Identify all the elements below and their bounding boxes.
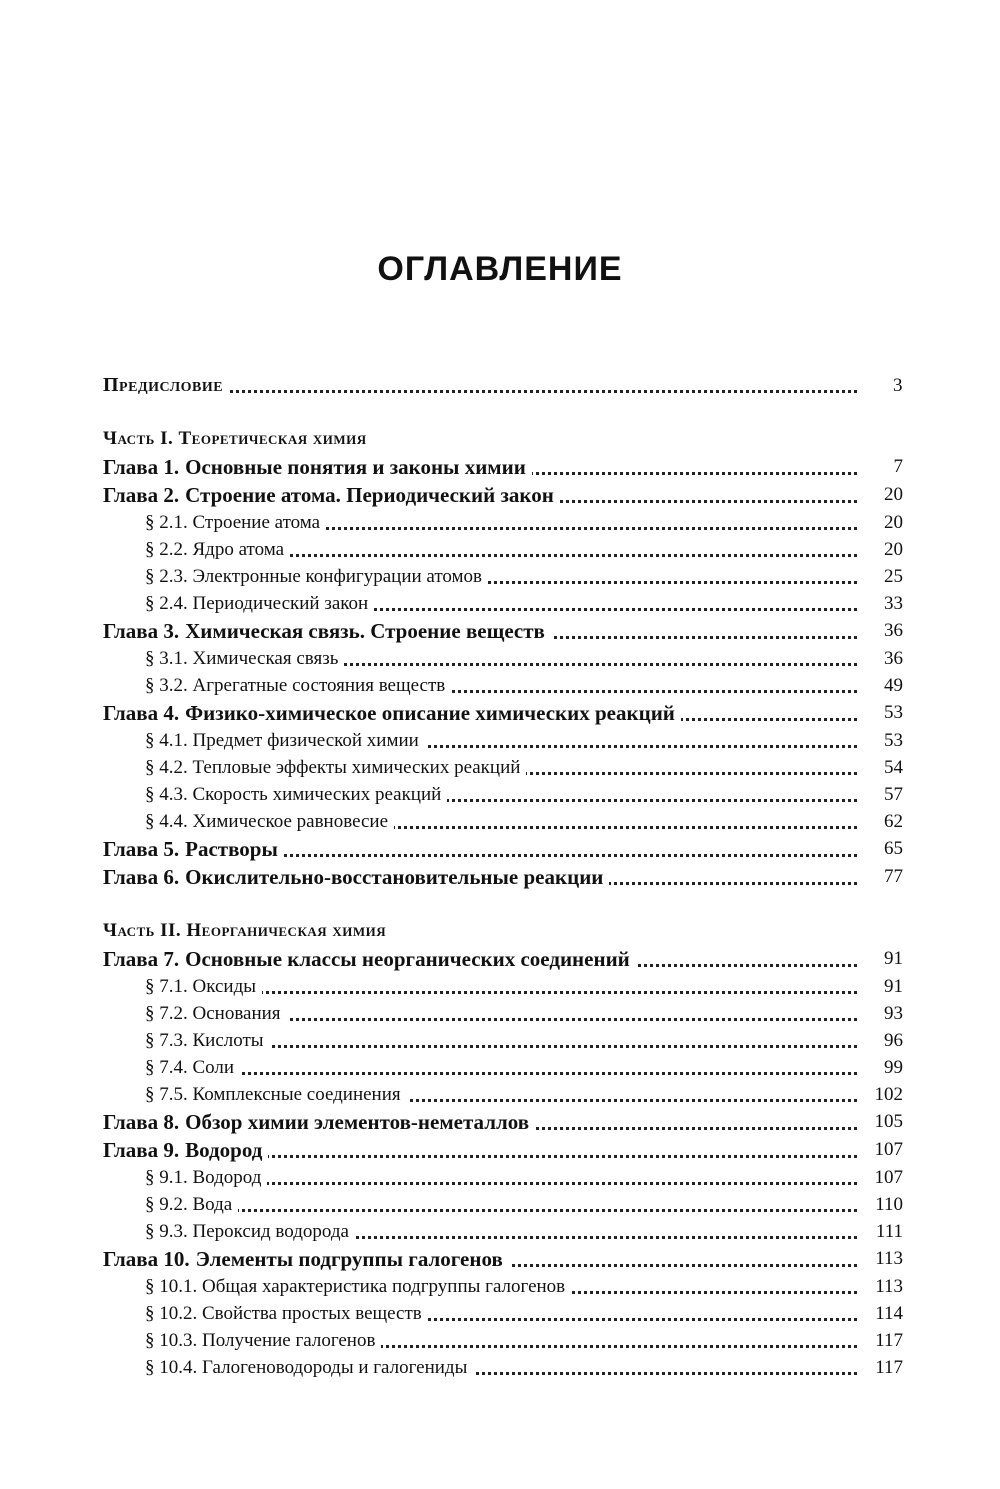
section-label: § 2.3. Электронные конфигурации атомов xyxy=(145,566,488,587)
chapter-title: Основные понятия и законы химии xyxy=(185,455,526,479)
toc-entry-section[interactable] xyxy=(103,509,903,536)
chapter-label xyxy=(103,837,284,861)
page-number: 113 xyxy=(859,1273,903,1300)
toc-entry-chapter[interactable] xyxy=(103,699,903,727)
chapter-number: Глава 10. xyxy=(103,1247,190,1271)
toc-entry-chapter[interactable] xyxy=(103,617,903,645)
toc-entry-chapter[interactable] xyxy=(103,453,903,481)
section-label: § 10.2. Свойства простых веществ xyxy=(145,1303,428,1324)
page-number: 105 xyxy=(859,1108,903,1136)
toc-entry-section[interactable] xyxy=(103,672,903,699)
toc-parts xyxy=(103,425,903,1381)
toc-entry-chapter[interactable] xyxy=(103,863,903,891)
chapter-label xyxy=(103,701,681,725)
page-number: 65 xyxy=(859,835,903,863)
page-number: 3 xyxy=(859,372,903,399)
toc-entry-chapter[interactable] xyxy=(103,481,903,509)
page-number: 102 xyxy=(859,1081,903,1108)
toc-entry-chapter[interactable] xyxy=(103,945,903,973)
toc-entry-section[interactable] xyxy=(103,1354,903,1381)
chapter-number: Глава 1. xyxy=(103,455,180,479)
toc-entry-section[interactable] xyxy=(103,1027,903,1054)
chapter-title: Основные классы неорганических соединений xyxy=(185,947,630,971)
section-label: § 2.4. Периодический закон xyxy=(145,593,374,614)
section-label: § 3.2. Агрегатные состояния веществ xyxy=(145,675,451,696)
dot-leader xyxy=(145,1209,857,1212)
page-number: 113 xyxy=(859,1245,903,1273)
chapter-label xyxy=(103,1110,535,1134)
chapter-label xyxy=(103,1247,509,1271)
toc-entry-section[interactable] xyxy=(103,1164,903,1191)
chapter-number: Глава 9. xyxy=(103,1138,180,1162)
toc-entry-section[interactable] xyxy=(103,590,903,617)
section-label: § 4.4. Химическое равновесие xyxy=(145,811,394,832)
page-number: 54 xyxy=(859,754,903,781)
chapter-title: Растворы xyxy=(185,837,278,861)
page-number: 107 xyxy=(859,1164,903,1191)
toc-entry-section[interactable] xyxy=(103,808,903,835)
page-number: 20 xyxy=(859,536,903,563)
chapter-label xyxy=(103,455,532,479)
part-heading: Часть II. Неорганическая химия xyxy=(103,920,387,941)
chapter-label xyxy=(103,865,609,889)
toc-entry-section[interactable] xyxy=(103,781,903,808)
chapter-number: Глава 2. xyxy=(103,483,180,507)
section-label: § 9.3. Пероксид водорода xyxy=(145,1221,355,1242)
chapter-title: Физико-химическое описание химических реакций xyxy=(185,701,675,725)
toc-entry-section[interactable] xyxy=(103,1000,903,1027)
page-number: 53 xyxy=(859,699,903,727)
toc-entry-preface[interactable] xyxy=(103,372,903,399)
page-number: 91 xyxy=(859,973,903,1000)
toc-entry-chapter[interactable] xyxy=(103,1245,903,1273)
chapter-label xyxy=(103,483,560,507)
page-number: 36 xyxy=(859,617,903,645)
toc-entry-section[interactable] xyxy=(103,1054,903,1081)
chapter-title: Водород xyxy=(185,1138,263,1162)
section-label: § 4.3. Скорость химических реакций xyxy=(145,784,447,805)
section-label: § 10.4. Галогеноводороды и галогениды xyxy=(145,1357,473,1378)
preface-label: Предисловие xyxy=(103,374,229,396)
toc-entry-section[interactable] xyxy=(103,1218,903,1245)
section-label: § 3.1. Химическая связь xyxy=(145,648,344,669)
toc-entry-section[interactable] xyxy=(103,1273,903,1300)
section-label: § 7.2. Основания xyxy=(145,1003,287,1024)
page-number: 49 xyxy=(859,672,903,699)
section-label: § 2.2. Ядро атома xyxy=(145,539,290,560)
part-heading: Часть I. Теоретическая химия xyxy=(103,428,367,449)
page-number: 36 xyxy=(859,645,903,672)
page-number: 62 xyxy=(859,808,903,835)
section-label: § 10.3. Получение галогенов xyxy=(145,1330,381,1351)
chapter-title: Строение атома. Периодический закон xyxy=(185,483,554,507)
page-number: 91 xyxy=(859,945,903,973)
page-number: 20 xyxy=(859,481,903,509)
page-number: 99 xyxy=(859,1054,903,1081)
page-number: 114 xyxy=(859,1300,903,1327)
chapter-number: Глава 7. xyxy=(103,947,180,971)
page-number: 53 xyxy=(859,727,903,754)
page-number: 20 xyxy=(859,509,903,536)
page-number: 93 xyxy=(859,1000,903,1027)
page-number: 117 xyxy=(859,1327,903,1354)
toc-entry-section[interactable] xyxy=(103,645,903,672)
page-number: 107 xyxy=(859,1136,903,1164)
section-label: § 10.1. Общая характеристика подгруппы галогенов xyxy=(145,1276,571,1297)
chapter-title: Элементы подгруппы галогенов xyxy=(195,1247,503,1271)
page-number: 57 xyxy=(859,781,903,808)
toc-entry-chapter[interactable] xyxy=(103,1136,903,1164)
toc-entry-section[interactable] xyxy=(103,536,903,563)
chapter-number: Глава 8. xyxy=(103,1110,180,1134)
section-label: § 7.1. Оксиды xyxy=(145,976,262,997)
page-number: 7 xyxy=(859,453,903,481)
toc-entry-section[interactable] xyxy=(103,1191,903,1218)
page-number: 33 xyxy=(859,590,903,617)
section-label: § 9.1. Водород xyxy=(145,1167,267,1188)
toc-entry-section[interactable] xyxy=(103,1327,903,1354)
toc-entry-chapter[interactable] xyxy=(103,835,903,863)
chapter-label xyxy=(103,1138,268,1162)
page-number: 110 xyxy=(859,1191,903,1218)
chapter-number: Глава 3. xyxy=(103,619,180,643)
section-label: § 4.1. Предмет физической химии xyxy=(145,730,425,751)
chapter-title: Окислительно-восстановительные реакции xyxy=(185,865,604,889)
page-number: 111 xyxy=(859,1218,903,1245)
section-label: § 2.1. Строение атома xyxy=(145,512,326,533)
toc-entry-section[interactable] xyxy=(103,973,903,1000)
page-number: 117 xyxy=(859,1354,903,1381)
section-label: § 7.5. Комплексные соединения xyxy=(145,1084,407,1105)
chapter-number: Глава 5. xyxy=(103,837,180,861)
toc-entry-section[interactable] xyxy=(103,563,903,590)
table-of-contents xyxy=(103,372,903,1381)
chapter-title: Обзор химии элементов-неметаллов xyxy=(185,1110,530,1134)
chapter-title: Химическая связь. Строение веществ xyxy=(185,619,545,643)
section-label: § 7.3. Кислоты xyxy=(145,1030,270,1051)
toc-entry-chapter[interactable] xyxy=(103,1108,903,1136)
page-number: 25 xyxy=(859,563,903,590)
section-label: § 9.2. Вода xyxy=(145,1194,238,1215)
toc-entry-section[interactable] xyxy=(103,727,903,754)
toc-entry-section[interactable] xyxy=(103,1081,903,1108)
chapter-label xyxy=(103,947,636,971)
page-number: 77 xyxy=(859,863,903,891)
toc-entry-section[interactable] xyxy=(103,1300,903,1327)
chapter-number: Глава 6. xyxy=(103,865,180,889)
section-label: § 7.4. Соли xyxy=(145,1057,240,1078)
page-number: 96 xyxy=(859,1027,903,1054)
toc-entry-section[interactable] xyxy=(103,754,903,781)
page-title: ОГЛАВЛЕНИЕ xyxy=(377,250,623,288)
section-label: § 4.2. Тепловые эффекты химических реакций xyxy=(145,757,526,778)
chapter-number: Глава 4. xyxy=(103,701,180,725)
chapter-label xyxy=(103,619,551,643)
dot-leader xyxy=(145,1072,857,1075)
